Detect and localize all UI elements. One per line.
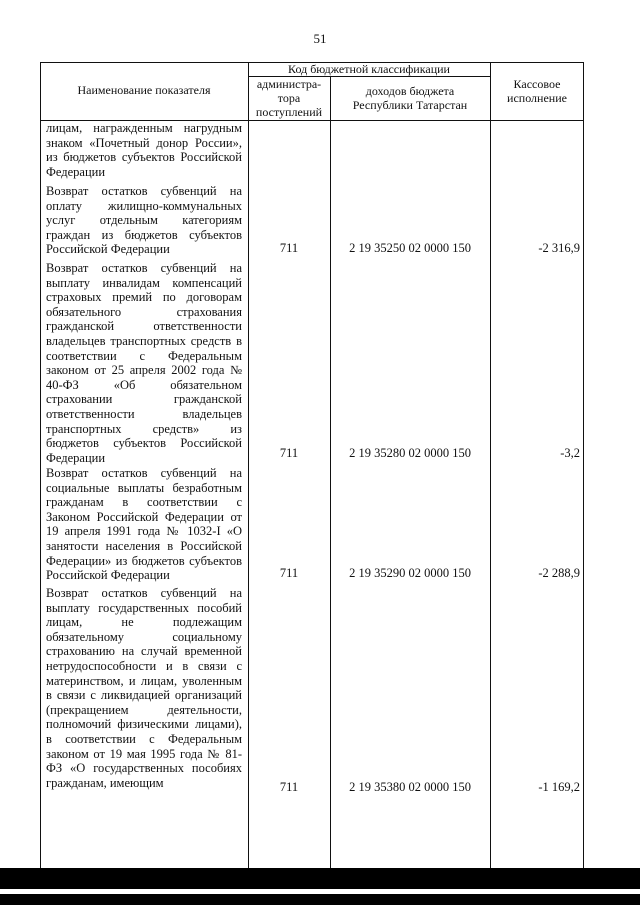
col-divider-code [330, 76, 331, 868]
row-amount-value: -1 169,2 [538, 780, 580, 794]
row-admin-code: 711 [279, 446, 299, 460]
row-budget-code: 2 19 35380 02 0000 150 [349, 780, 471, 794]
header-name-col: Наименование показателя [77, 83, 211, 97]
row-amount-value: -2 288,9 [538, 566, 580, 580]
row-admin-code: 711 [279, 241, 299, 255]
table-left-border [40, 62, 41, 868]
scan-border-bottom [0, 868, 640, 905]
row-amount [490, 780, 584, 794]
row-admin-code: 711 [279, 780, 299, 794]
row-budget-code: 2 19 35250 02 0000 150 [349, 241, 471, 255]
row-amount [490, 446, 584, 460]
row-name: Возврат остатков субвенций на выплату инвалидам компенсаций страховых премий по договорам обязательного страхования гражданской ответственности владельцев транспортных средств в соответствии с Федеральным законом от 25 апреля 2002 года № 40-ФЗ «Об обязательном страховании гражданской ответственности владельцев транспортных средств» из бюджетов субъектов Российской Федерации [46, 261, 242, 465]
col-divider-admin [248, 62, 249, 868]
row-name: Возврат остатков субвенций на выплату государственных пособий лицам, не подлежащим обязательному социальному страхованию на случай временной нетрудоспособности и в связи с материнством, и лицам, уволенным в связи с ликвидацией организаций (прекращением деятельности, полномочий физическими лицами), в соответствии с Федеральным законом от 19 мая 1995 года № 81-ФЗ «О государственных пособиях гражданам, имеющим [46, 586, 242, 790]
header-cash-col: Кассовое исполнение [507, 77, 567, 105]
row-amount-value: -3,2 [560, 446, 580, 460]
row-budget-code: 2 19 35290 02 0000 150 [349, 566, 471, 580]
header-income-col: доходов бюджета Республики Татарстан [352, 84, 468, 112]
row-amount [490, 241, 584, 255]
header-admin-col: администра- тора поступлений [255, 77, 323, 119]
row-amount [490, 566, 584, 580]
header-code-group: Код бюджетной классификации [288, 62, 450, 76]
col-divider-cash [490, 62, 491, 868]
scan-border-gap [0, 889, 640, 894]
row-name: лицам, награжденным нагрудным знаком «Почетный донор России», из бюджетов субъектов Российской Федерации [46, 121, 242, 179]
row-name: Возврат остатков субвенций на социальные выплаты безработным гражданам в соответствии с Законом Российской Федерации от 19 апреля 1991 года № 1032-I «О занятости населения в Российской Федерации» из бюджетов субъектов Российской Федерации [46, 466, 242, 583]
row-name: Возврат остатков субвенций на оплату жилищно-коммунальных услуг отдельным категориям граждан из бюджетов субъектов Российской Федерации [46, 184, 242, 257]
row-admin-code: 711 [279, 566, 299, 580]
page-number: 51 [313, 31, 327, 46]
row-amount-value: -2 316,9 [538, 241, 580, 255]
table-right-border [583, 62, 584, 868]
row-budget-code: 2 19 35280 02 0000 150 [349, 446, 471, 460]
budget-table [40, 62, 584, 868]
